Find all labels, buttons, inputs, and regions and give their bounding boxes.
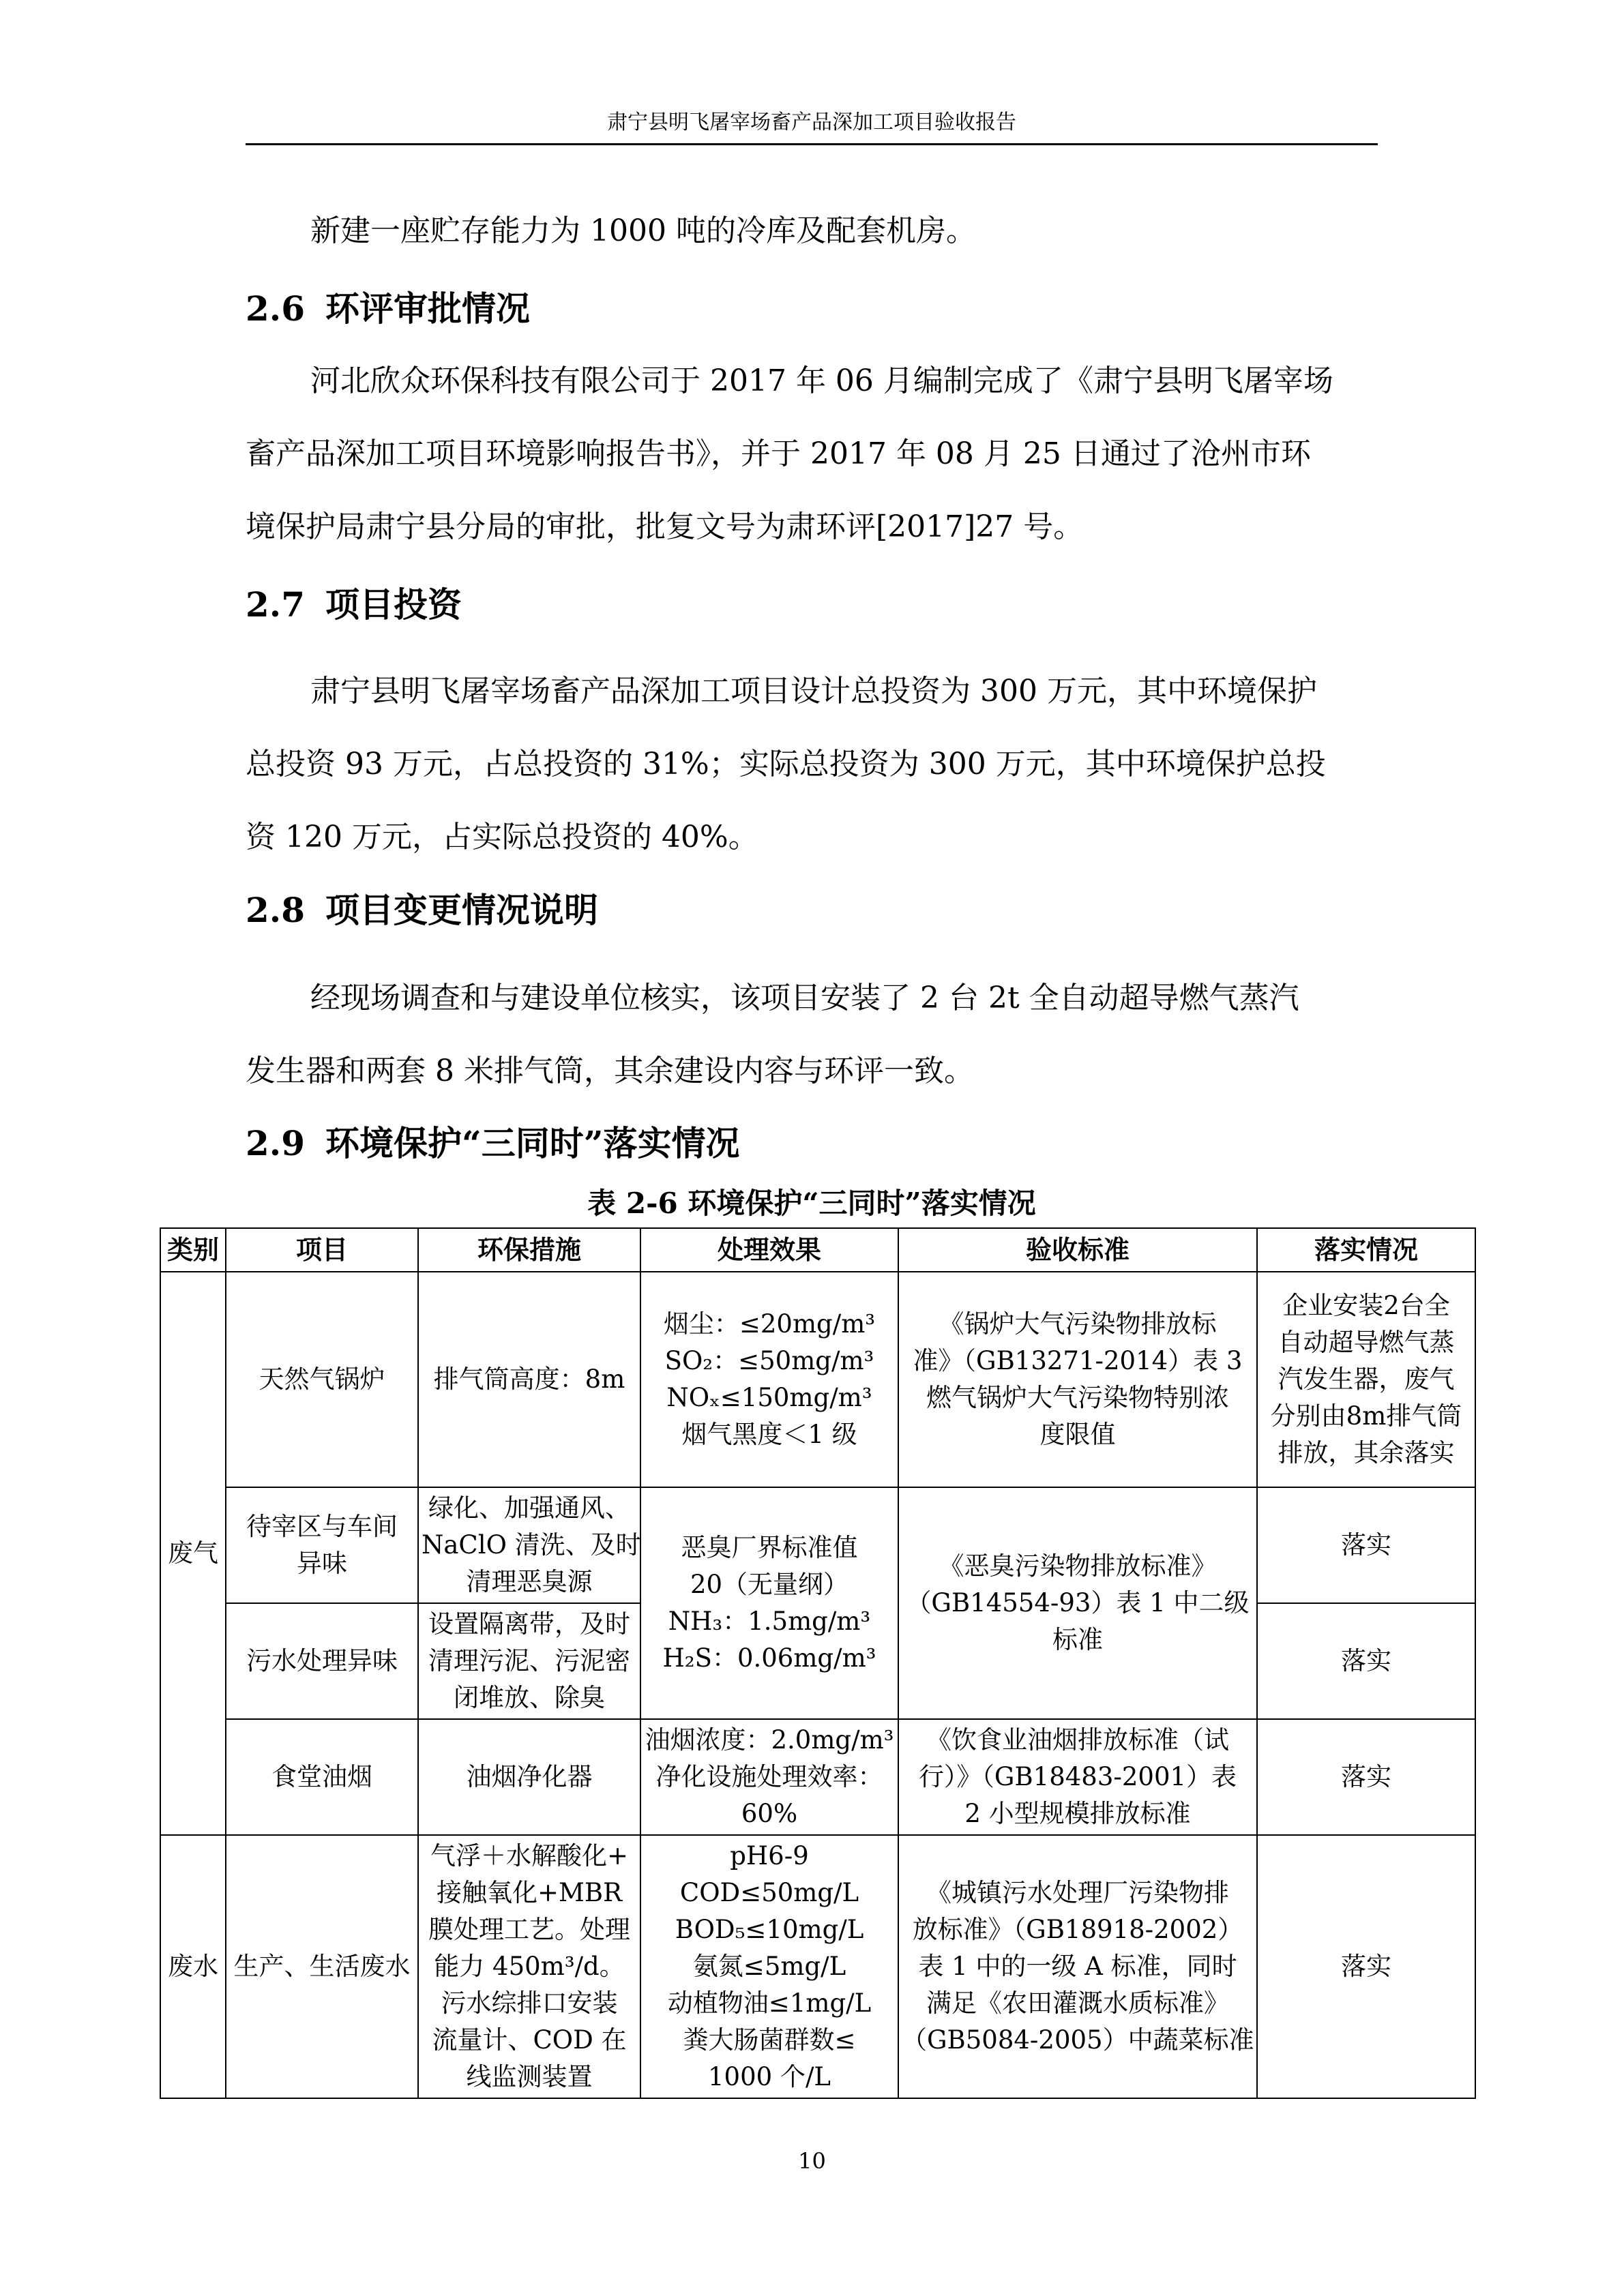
effect-line: 20（无量纲） bbox=[690, 1570, 849, 1599]
three-simultaneous-table bbox=[160, 1227, 1476, 2099]
effect-line: 烟气黑度＜1 级 bbox=[681, 1420, 857, 1449]
item-cell bbox=[226, 1487, 418, 1603]
paragraph-line: 经现场调查和与建设单位核实，该项目安装了 2 台 2t 全自动超导燃气蒸汽 bbox=[310, 981, 1299, 1015]
section-number: 2.8 bbox=[246, 890, 305, 930]
paragraph-line: 畜产品深加工项目环境影响报告书》，并于 2017 年 08 月 25 日通过了沧州市环 bbox=[246, 436, 1311, 471]
page-header: 肃宁县明飞屠宰场畜产品深加工项目验收报告 bbox=[607, 110, 1016, 134]
header-standard: 验收标准 bbox=[898, 1228, 1257, 1272]
effect-line: 粪大肠菌群数≤ bbox=[683, 2025, 856, 2055]
standard-cell bbox=[898, 1272, 1257, 1487]
measure-cell: 排气筒高度：8m bbox=[418, 1272, 640, 1487]
status-line: 汽发生器，废气 bbox=[1278, 1365, 1455, 1394]
standard-line: 满足《农田灌溉水质标准》 bbox=[926, 1988, 1229, 2018]
status-cell: 落实 bbox=[1257, 1603, 1475, 1719]
measure-line: 线监测装置 bbox=[466, 2062, 593, 2091]
section-number: 2.6 bbox=[246, 288, 305, 329]
standard-line: （GB5084-2005）中蔬菜标准 bbox=[902, 2025, 1254, 2055]
paragraph-line: 境保护局肃宁县分局的审批，批复文号为肃环评[2017]27 号。 bbox=[246, 509, 1084, 544]
standard-line: 燃气锅炉大气污染物特别浓 bbox=[926, 1383, 1229, 1412]
effect-line: 油烟浓度：2.0mg/m³ bbox=[645, 1725, 894, 1755]
measure-line: 清理污泥、污泥密 bbox=[428, 1646, 630, 1675]
standard-line: 2 小型规模排放标准 bbox=[964, 1799, 1191, 1828]
section-heading-2-9 bbox=[246, 1120, 740, 1167]
section-paragraph-2-7 bbox=[246, 655, 1385, 874]
effect-line: 恶臭厂界标准值 bbox=[681, 1533, 858, 1562]
paragraph-line: 河北欣众环保科技有限公司于 2017 年 06 月编制完成了《肃宁县明飞屠宰场 bbox=[310, 363, 1333, 398]
measure-line: 污水综排口安装 bbox=[441, 1988, 618, 2018]
status-line: 自动超导燃气蒸 bbox=[1278, 1328, 1455, 1357]
intro-line: 新建一座贮存能力为 1000 吨的冷库及配套机房。 bbox=[310, 213, 976, 248]
measure-line: 能力 450m³/d。 bbox=[434, 1952, 625, 1981]
standard-line: 行）》（GB18483-2001）表 bbox=[918, 1762, 1237, 1791]
item-cell: 天然气锅炉 bbox=[226, 1272, 418, 1487]
standard-line: 表 1 中的一级 A 标准，同时 bbox=[918, 1952, 1237, 1981]
effect-line: SO₂：≤50mg/m³ bbox=[664, 1346, 874, 1375]
status-line: 排放，其余落实 bbox=[1278, 1438, 1455, 1467]
standard-line: 《城镇污水处理厂污染物排 bbox=[926, 1878, 1229, 1907]
intro-paragraph bbox=[246, 194, 1385, 267]
table-row bbox=[160, 1487, 1475, 1603]
standard-line: 放标准》（GB18918-2002） bbox=[912, 1915, 1243, 1944]
section-heading-2-8 bbox=[246, 886, 598, 934]
table-header-row bbox=[160, 1228, 1475, 1272]
header-status: 落实情况 bbox=[1257, 1228, 1475, 1272]
measure-line: 接触氧化+MBR bbox=[437, 1878, 622, 1907]
header-measure: 环保措施 bbox=[418, 1228, 640, 1272]
item-line: 待宰区与车间 bbox=[246, 1512, 398, 1541]
effect-line: H₂S：0.06mg/m³ bbox=[662, 1643, 876, 1673]
standard-cell bbox=[898, 1835, 1257, 2098]
item-line: 异味 bbox=[297, 1549, 347, 1578]
page-number: 10 bbox=[798, 2148, 826, 2174]
effect-line: pH6-9 bbox=[730, 1841, 809, 1870]
paragraph-line: 发生器和两套 8 米排气筒，其余建设内容与环评一致。 bbox=[246, 1054, 974, 1088]
measure-line: 设置隔离带，及时 bbox=[428, 1609, 630, 1639]
effect-cell bbox=[640, 1835, 898, 2098]
measure-cell bbox=[418, 1487, 640, 1603]
section-title: 环评审批情况 bbox=[325, 288, 530, 329]
table-row bbox=[160, 1719, 1475, 1835]
item-cell: 污水处理异味 bbox=[226, 1603, 418, 1719]
header-rule bbox=[246, 143, 1378, 145]
section-heading-2-7 bbox=[246, 581, 462, 629]
effect-line: NOₓ≤150mg/m³ bbox=[666, 1383, 872, 1412]
status-line: 企业安装2台全 bbox=[1282, 1291, 1450, 1320]
standard-line: 《锅炉大气污染物排放标 bbox=[939, 1309, 1217, 1339]
standard-line: 《恶臭污染物排放标准》 bbox=[939, 1551, 1217, 1581]
header-category: 类别 bbox=[160, 1228, 226, 1272]
status-cell: 落实 bbox=[1257, 1835, 1475, 2098]
table-row bbox=[160, 1272, 1475, 1487]
section-title: 项目变更情况说明 bbox=[325, 890, 598, 930]
standard-line: 标准 bbox=[1052, 1625, 1103, 1654]
measure-line: 流量计、COD 在 bbox=[432, 2025, 627, 2055]
measure-line: 绿化、加强通风、 bbox=[428, 1493, 630, 1523]
standard-cell bbox=[898, 1719, 1257, 1835]
standard-line: 度限值 bbox=[1039, 1420, 1116, 1449]
effect-line: 动植物油≤1mg/L bbox=[667, 1988, 872, 2018]
header-effect: 处理效果 bbox=[640, 1228, 898, 1272]
standard-line: 《饮食业油烟排放标准（试 bbox=[926, 1725, 1229, 1755]
status-cell: 落实 bbox=[1257, 1719, 1475, 1835]
measure-line: NaClO 清洗、及时 bbox=[422, 1530, 641, 1560]
effect-line: 净化设施处理效率： bbox=[655, 1762, 883, 1791]
table-caption: 表 2-6 环境保护“三同时”落实情况 bbox=[587, 1187, 1036, 1220]
standard-line: （GB14554-93）表 1 中二级 bbox=[906, 1588, 1250, 1617]
standard-line: 准》（GB13271-2014）表 3 bbox=[913, 1346, 1243, 1375]
category-cell: 废水 bbox=[160, 1835, 226, 2098]
section-paragraph-2-8 bbox=[246, 961, 1385, 1107]
table-row bbox=[160, 1835, 1475, 2098]
status-cell: 落实 bbox=[1257, 1487, 1475, 1603]
status-cell bbox=[1257, 1272, 1475, 1487]
effect-line: 烟尘：≤20mg/m³ bbox=[663, 1309, 876, 1339]
measure-line: 闭堆放、除臭 bbox=[454, 1683, 605, 1712]
section-title: 项目投资 bbox=[325, 584, 462, 625]
item-cell: 生产、生活废水 bbox=[226, 1835, 418, 2098]
header-item: 项目 bbox=[226, 1228, 418, 1272]
effect-cell bbox=[640, 1719, 898, 1835]
effect-line: COD≤50mg/L bbox=[679, 1878, 859, 1907]
item-cell: 食堂油烟 bbox=[226, 1719, 418, 1835]
effect-cell bbox=[640, 1272, 898, 1487]
effect-cell bbox=[640, 1487, 898, 1719]
measure-cell bbox=[418, 1835, 640, 2098]
effect-line: 60% bbox=[741, 1799, 798, 1828]
section-number: 2.9 bbox=[246, 1123, 305, 1163]
status-line: 分别由8m排气筒 bbox=[1270, 1401, 1462, 1431]
standard-cell bbox=[898, 1487, 1257, 1719]
paragraph-line: 总投资 93 万元，占总投资的 31%；实际总投资为 300 万元，其中环境保护总投 bbox=[246, 747, 1326, 781]
measure-line: 气浮＋水解酸化+ bbox=[430, 1841, 628, 1870]
effect-line: 1000 个/L bbox=[708, 2062, 831, 2091]
section-number: 2.7 bbox=[246, 584, 305, 625]
paragraph-line: 资 120 万元，占实际总投资的 40%。 bbox=[246, 820, 758, 854]
measure-line: 膜处理工艺。处理 bbox=[428, 1915, 630, 1944]
measure-line: 清理恶臭源 bbox=[466, 1567, 593, 1596]
effect-line: NH₃：1.5mg/m³ bbox=[668, 1607, 871, 1636]
measure-cell: 油烟净化器 bbox=[418, 1719, 640, 1835]
section-paragraph-2-6 bbox=[246, 344, 1385, 563]
paragraph-line: 肃宁县明飞屠宰场畜产品深加工项目设计总投资为 300 万元，其中环境保护 bbox=[310, 674, 1317, 709]
section-heading-2-6 bbox=[246, 285, 530, 333]
measure-cell bbox=[418, 1603, 640, 1719]
effect-line: BOD₅≤10mg/L bbox=[675, 1915, 864, 1944]
category-cell: 废气 bbox=[160, 1272, 226, 1835]
effect-line: 氨氮≤5mg/L bbox=[692, 1952, 846, 1981]
section-title: 环境保护“三同时”落实情况 bbox=[325, 1123, 740, 1163]
